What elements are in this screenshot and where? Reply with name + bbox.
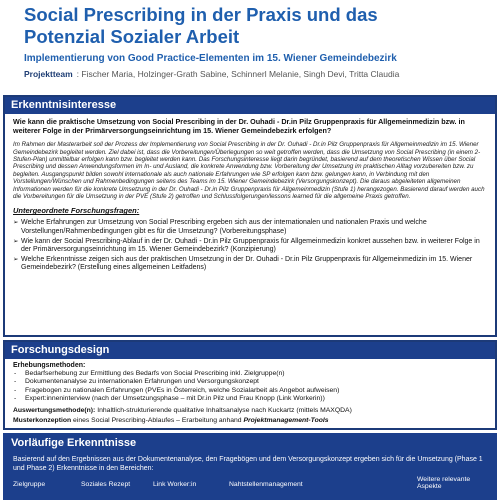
analysis-text: Inhaltlich-strukturierende qualitative Inhaltsanalyse nach Kuckartz (mittels MAXQDA) [95, 406, 352, 414]
method-item: - Expert:inneninterview (nach der Umsetzungsphase – mit Dr.in Pilz und Frau Knopp (Link Workerin)) [13, 395, 487, 403]
column-weitere-aspekte: Weitere relevante Aspekte [417, 476, 471, 491]
results-panel [3, 433, 497, 500]
project-team [24, 69, 490, 79]
column-nahtstellenmanagement: Nahtstellenmanagement [229, 481, 303, 489]
team-label: Projektteam [24, 69, 73, 79]
erkenntnis-paragraph: Im Rahmen der Masterarbeit soll der Prozess der Implementierung von Social Prescribing in der Dr. Ouhadi - Dr.in Pilz Gruppenpraxis für Allgemeinmedizin im 15. Wiener Gemeindebezirk begleitet werden. Ziel dabei ist, dass die Vorbereitungen/Überlegungen so weit getroffen werden, dass die Umsetzung von Social Prescribing (in einem 2-Stufen-Plan) unmittelbar erfolgen kann bzw. begleitet werden kann. Das Forschungsinteresse liegt darin begründet, basierend auf dem theoretischen Wissen über Social Prescribing und dessen Anwendungsformen im In- und Ausland, die konkrete Anwendung bzw. Vorbereitung der Umsetzung im praktischen Alltag vorzubereiten bzw. zu begleiten. Ausgangspunkt bilden sowohl internationale als auch nationale Erfahrungen wie SP erfolgen kann bzw. gelungen kann, in Verbindung mit den Vorstellungen/Wünschen und Rahmenbedingungen seitens des Teams im 15. Wiener Gemeindebezirk (Versorgungskonzept). Die daraus abgeleiteten allgemeinen Informationen werden für die konkrete Umsetzung in der Dr. Ouhadi - Dr.in Pilz Gruppenpraxis für Allgemeinmedizin (Stufe 1) herangezogen. Basierend darauf werden auch die Vorbereitungen für die Umsetzung in der PVE (Stufe 2) getroffen und Schlussfolgerungen/lessons learned für die allgemeine Praxis getroffen. [13, 141, 485, 201]
concept-tool: Projektmanagement-Tools [243, 416, 329, 424]
subquestion-item: ➢ Wie kann der Social Prescribing-Ablauf in der Dr. Ouhadi - Dr.in Pilz Gruppenpraxis für Allgemeinmedizin konkret aussehen bzw. in weiterer Folge in der Primärversorgungseinrichtung im 15. Wiener Gemeindebezirk? (Konzipierung) [13, 238, 487, 255]
methods-label: Erhebungsmethoden: [13, 362, 86, 369]
method-item: - Fragebogen zu nationalen Erfahrungen (PVEs in Österreich, welche Sozialarbeit als Angebot aufweisen) [13, 387, 487, 395]
column-link-worker: Link Worker:in [153, 481, 197, 489]
method-item: - Dokumentenanalyse zu internationalen Erfahrungen und Versorgungskonzept [13, 378, 487, 386]
analysis-label: Auswertungsmethode(n): [13, 406, 96, 414]
results-heading: Vorläufige Erkenntnisse [5, 435, 495, 452]
subquestion-item: ➢ Welche Erfahrungen zur Umsetzung von Social Prescribing ergeben sich aus der internationalen und nationalen Praxis und welche Vorstellungen/Rahmenbedingungen gibt es für die Umsetzung? (Vorbereitungsphase) [13, 219, 487, 236]
poster-subtitle: Implementierung von Good Practice-Elementen im 15. Wiener Gemeindebezirk [24, 53, 397, 64]
poster-title [24, 4, 490, 48]
subquestions-heading: Untergeordnete Forschungsfragen: [13, 206, 140, 216]
team-names: : Fischer Maria, Holzinger-Grath Sabine, Schinnerl Melanie, Singh Devi, Tritta Claudia [76, 69, 400, 79]
erkenntnis-panel [3, 95, 497, 337]
design-panel [3, 340, 497, 430]
method-item: - Bedarfserhebung zur Ermittlung des Bedarfs von Social Prescribing inkl. Zielgruppe(n) [13, 370, 487, 378]
subquestion-item: ➢ Welche Erkenntnisse zeigen sich aus der praktischen Umsetzung in der Dr. Ouhadi - Dr.in Pilz Gruppenpraxis für Allgemeinmedizin im 15. Wiener Gemeindebezirk? (Erstellung eines allgemeinen Leitfadens) [13, 256, 487, 273]
design-heading: Forschungsdesign [5, 342, 495, 359]
methods-list [5, 369, 495, 404]
concept-label: Musterkonzeption [13, 416, 72, 424]
analysis-line [5, 404, 495, 414]
title-line-1: Social Prescribing in der Praxis und das [24, 4, 378, 25]
column-soziales-rezept: Soziales Rezept [81, 481, 131, 489]
results-intro: Basierend auf den Ergebnissen aus der Dokumentenanalyse, den Fragebögen und dem Versorgungskonzept ergeben sich für die Umsetzung (Phase 1 und Phase 2) Erkenntnisse in den Bereichen: [13, 456, 483, 472]
title-line-2: Potenzial Sozialer Arbeit [24, 26, 240, 47]
erkenntnis-heading: Erkenntnisinteresse [5, 97, 495, 114]
column-zielgruppe: Zielgruppe [13, 481, 46, 489]
concept-line [5, 414, 495, 424]
research-question: Wie kann die praktische Umsetzung von Social Prescribing in der Dr. Ouhadi - Dr.in Pilz Gruppenpraxis für Allgemeinmedizin bzw. in weiterer Folge in der Primärversorgungseinrichtung im 15. Wiener Gemeindebezirk erfolgen? [13, 117, 465, 135]
poster-header [0, 0, 500, 92]
concept-text: eines Social Prescribing-Ablaufes – Erarbeitung anhand [71, 416, 244, 424]
results-columns [5, 473, 495, 490]
subquestions-list [5, 215, 495, 273]
